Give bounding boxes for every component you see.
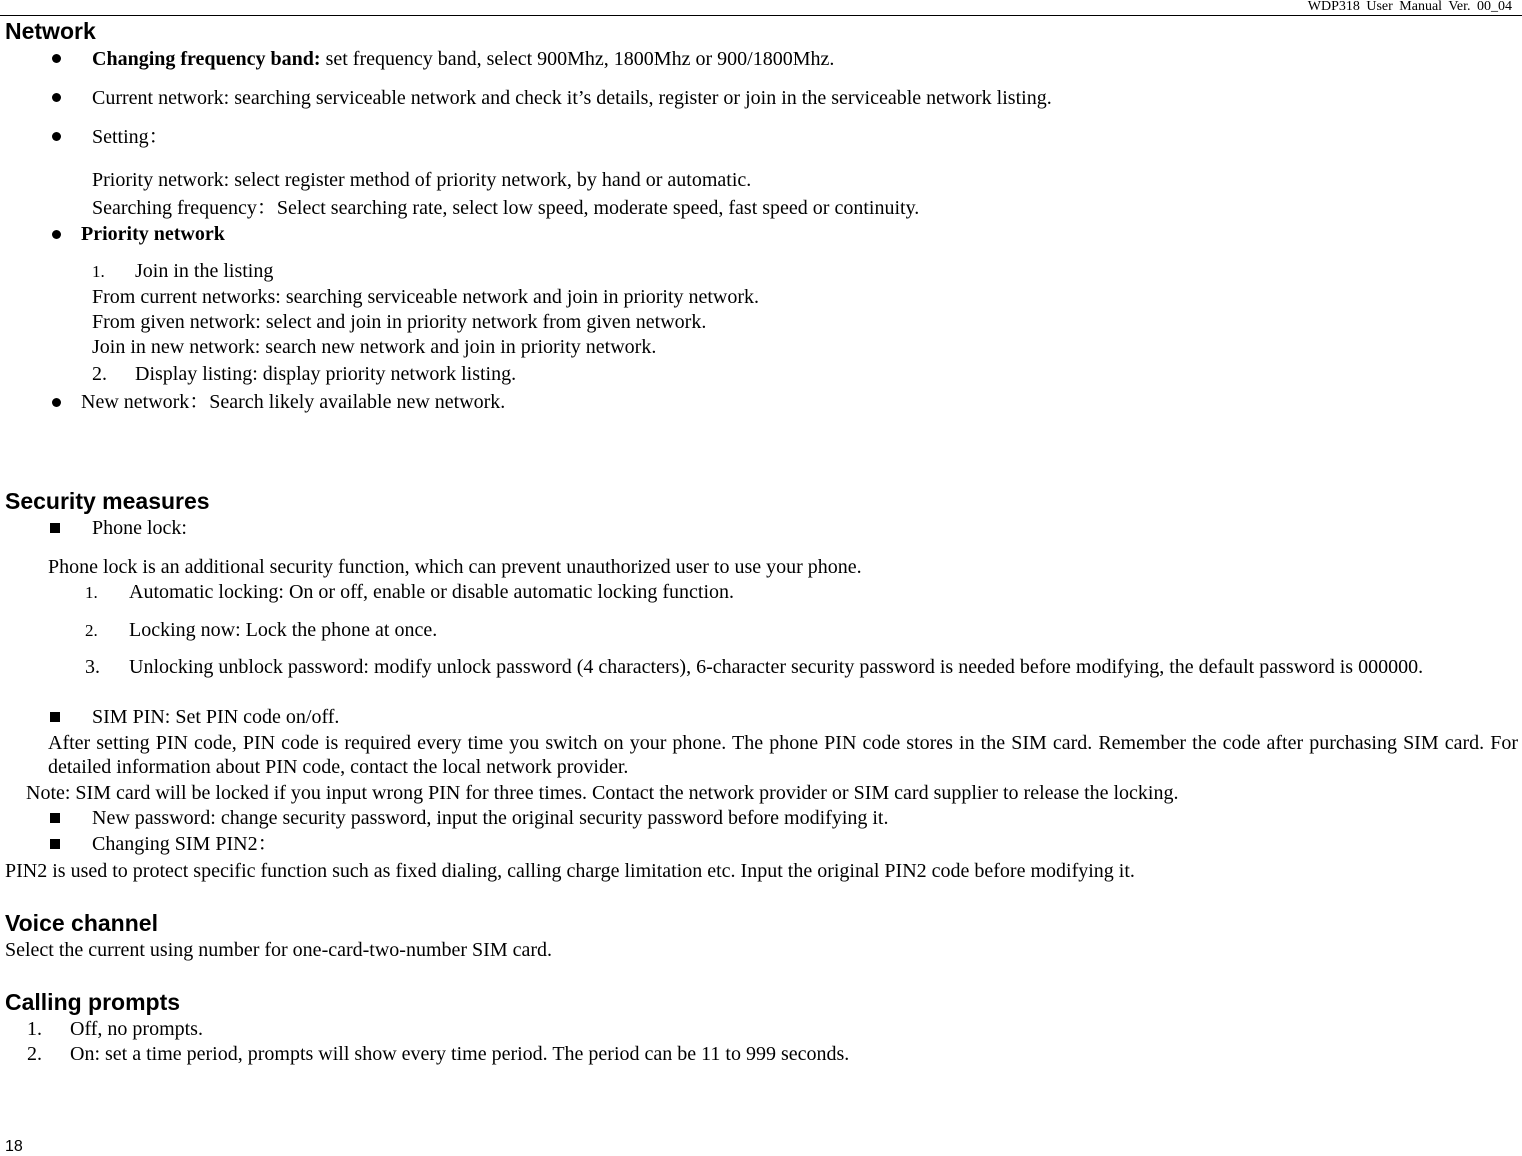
unlock-password-item: Unlocking unblock password: modify unlock password (4 characters), 6-character security password is needed before modifying, the default password is 000000. [129,656,1424,678]
current-network-item: Current network: searching serviceable network and check it’s details, register or join in the serviceable network listing. [92,87,1052,109]
list-number: 3. [85,656,100,678]
prompt-on-item: On: set a time period, prompts will show every time period. The period can be 11 to 999 seconds. [70,1043,850,1065]
pin2-desc: PIN2 is used to protect specific function such as fixed dialing, calling charge limitation etc. Input the original PIN2 code before modifying it. [5,860,1135,882]
list-number: 2. [27,1043,42,1065]
display-listing-item: Display listing: display priority network listing. [135,363,517,385]
search-frequency-text: Searching frequency：Select searching rate, select low speed, moderate speed, fast speed or continuity. [92,197,920,219]
section-title-voice: Voice channel [5,910,158,936]
bullet-dot-icon [52,230,61,239]
section-title-calling: Calling prompts [5,989,181,1015]
bullet-square-icon [50,839,60,849]
phone-lock-item: Phone lock: [92,517,187,539]
phone-lock-desc: Phone lock is an additional security function, which can prevent unauthorized user to use your phone. [48,556,862,578]
priority-network-heading: Priority network [81,223,225,245]
running-header: WDP318 User Manual Ver. 00_04 [1307,0,1512,14]
join-new-text: Join in new network: search new network and join in priority network. [92,336,657,358]
priority-method-text: Priority network: select register method of priority network, by hand or automatic. [92,169,752,191]
page-number: 18 [5,1138,23,1155]
network-band-item [92,47,834,71]
bullet-square-icon [50,523,60,533]
bullet-dot-icon [52,54,61,63]
section-title-network: Network [5,18,96,44]
band-text: set frequency band, select 900Mhz, 1800Mhz or 900/1800Mhz. [320,48,835,70]
list-number: 1. [85,583,98,602]
bullet-square-icon [50,813,60,823]
list-number: 1. [27,1018,42,1040]
from-given-text: From given network: select and join in priority network from given network. [92,311,707,333]
change-pin2-item: Changing SIM PIN2： [92,833,278,855]
join-listing-item: Join in the listing [135,260,274,282]
bullet-dot-icon [52,132,61,141]
from-current-text: From current networks: searching serviceable network and join in priority network. [92,286,760,308]
sim-pin-item: SIM PIN: Set PIN code on/off. [92,706,340,728]
list-number: 2. [92,363,107,385]
voice-desc: Select the current using number for one-card-two-number SIM card. [5,939,553,961]
setting-item: Setting： [92,126,169,148]
bullet-dot-icon [52,93,61,102]
list-number: 2. [85,621,98,640]
list-number: 1. [92,262,105,281]
section-title-security: Security measures [5,488,210,514]
sim-pin-desc: After setting PIN code, PIN code is required every time you switch on your phone. The phone PIN code stores in the SIM card. Remember the code after purchasing SIM card. For detailed information about PIN code, contact the local network provider. [48,732,1518,778]
sim-lock-note: Note: SIM card will be locked if you input wrong PIN for three times. Contact the network provider or SIM card supplier to release the locking. [26,782,1179,804]
header-rule [0,15,1522,16]
auto-lock-item: Automatic locking: On or off, enable or disable automatic locking function. [129,581,735,603]
bullet-square-icon [50,712,60,722]
new-password-item: New password: change security password, input the original security password before modifying it. [92,807,889,829]
new-network-item: New network：Search likely available new network. [81,391,506,413]
bullet-dot-icon [52,398,61,407]
lock-now-item: Locking now: Lock the phone at once. [129,619,438,641]
band-label: Changing frequency band: [92,48,321,70]
prompt-off-item: Off, no prompts. [70,1018,203,1040]
